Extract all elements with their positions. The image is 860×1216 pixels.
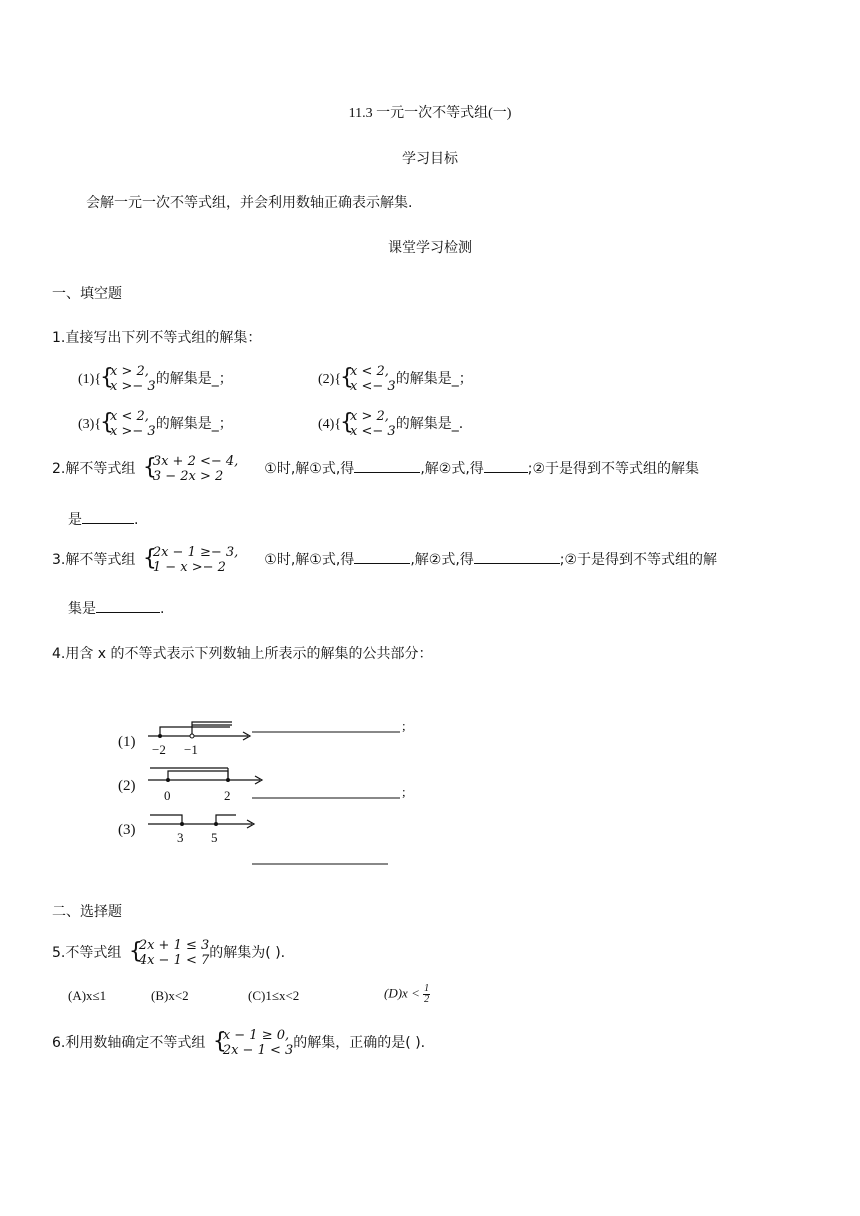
inequality-system: { x − 1 ≥ 0, 2x − 1 < 3	[214, 1028, 293, 1058]
svg-text:;: ;	[402, 718, 406, 733]
question-6: 6.利用数轴确定不等式组 { x − 1 ≥ 0, 2x − 1 < 3 的解集，正确的是( ).	[52, 1028, 425, 1058]
heading-learning-goals: 学习目标	[402, 151, 458, 167]
section-multiple-choice: 二、选择题	[52, 904, 122, 920]
number-line-2-tick: 0	[164, 788, 171, 803]
question-5: 5.不等式组 { 2x + 1 ≤ 3 4x − 1 < 7 的解集为( ).	[52, 938, 285, 968]
inequality-system: { 3x + 2 <− 4, 3 − 2x > 2	[144, 454, 238, 484]
inequality-system: { x > 2, x >− 3	[101, 364, 156, 394]
number-line-1-tick: −1	[184, 742, 198, 757]
question-1-item-2: (2){ { x < 2, x <− 3 的解集是_；	[318, 364, 473, 394]
page-title: 11.3 一元一次不等式组(一)	[348, 106, 512, 121]
answer-blank[interactable]	[474, 549, 560, 564]
inequality-system: { x < 2, x <− 3	[341, 364, 396, 394]
inequality-system: { 2x + 1 ≤ 3 4x − 1 < 7	[130, 938, 209, 968]
question-2-continued: 是 .	[68, 509, 138, 529]
option-d[interactable]: (D)x < $\frac{1}{2}$	[384, 983, 430, 1005]
answer-blank[interactable]	[354, 549, 410, 564]
number-line-figure	[110, 712, 420, 872]
question-1-item-4: (4){ { x > 2, x <− 3 的解集是_.	[318, 409, 463, 439]
number-line-3-label: (3)	[118, 822, 136, 838]
ray-x-gt-minus1	[192, 722, 232, 736]
answer-blank[interactable]	[96, 598, 160, 613]
open-point	[190, 734, 194, 738]
question-4-stem: 4.用含 x 的不等式表示下列数轴上所表示的解集的公共部分：	[52, 646, 433, 662]
question-1-item-3: (3){ { x < 2, x >− 3 的解集是_；	[78, 409, 233, 439]
question-3-continued: 集是 .	[68, 598, 164, 618]
number-line-1-tick: −2	[152, 742, 166, 757]
question-1-item-1: (1){ { x > 2, x >− 3 的解集是_；	[78, 364, 233, 394]
section-fill-blank: 一、填空题	[52, 286, 122, 302]
question-2: 2.解不等式组 { 3x + 2 <− 4, 3 − 2x > 2 ①时,解①式,得 ,解②式,得 ;②于是得到不等式组的解集	[52, 454, 699, 484]
heading-classroom-check: 课堂学习检测	[388, 240, 472, 256]
solid-point	[158, 734, 162, 738]
inequality-system: { x < 2, x >− 3	[101, 409, 156, 439]
svg-text:;: ;	[402, 784, 406, 799]
interval-0-2	[168, 771, 228, 780]
question-1-stem: 1.直接写出下列不等式组的解集：	[52, 330, 262, 346]
ray-x-gt-5	[216, 815, 236, 824]
number-line-2-label: (2)	[118, 778, 136, 794]
inequality-system: { x > 2, x <− 3	[341, 409, 396, 439]
number-line-1-label: (1)	[118, 734, 136, 750]
option-b[interactable]: (B)x<2	[151, 988, 189, 1003]
number-line-2-tick: 2	[224, 788, 231, 803]
answer-blank[interactable]	[354, 458, 420, 473]
fraction: $\frac{1}{2}$	[424, 983, 430, 1005]
ray-x-lt-minus2	[160, 727, 230, 736]
answer-blank[interactable]	[82, 509, 134, 524]
option-a[interactable]: (A)x≤1	[68, 988, 107, 1003]
answer-blank[interactable]	[484, 458, 528, 473]
number-line-3-tick: 5	[211, 830, 218, 845]
number-line-3-tick: 3	[177, 830, 184, 845]
option-c[interactable]: (C)1≤x<2	[248, 988, 300, 1003]
inequality-system: { 2x − 1 ≥− 3, 1 − x >− 2	[144, 545, 238, 575]
question-3: 3.解不等式组 { 2x − 1 ≥− 3, 1 − x >− 2 ①时,解①式,得 ,解②式,得 ;②于是得到不等式组的解	[52, 545, 717, 575]
ray-x-lt-3	[150, 815, 182, 824]
learning-goal-text: 会解一元一次不等式组，并会利用数轴正确表示解集.	[86, 195, 413, 211]
